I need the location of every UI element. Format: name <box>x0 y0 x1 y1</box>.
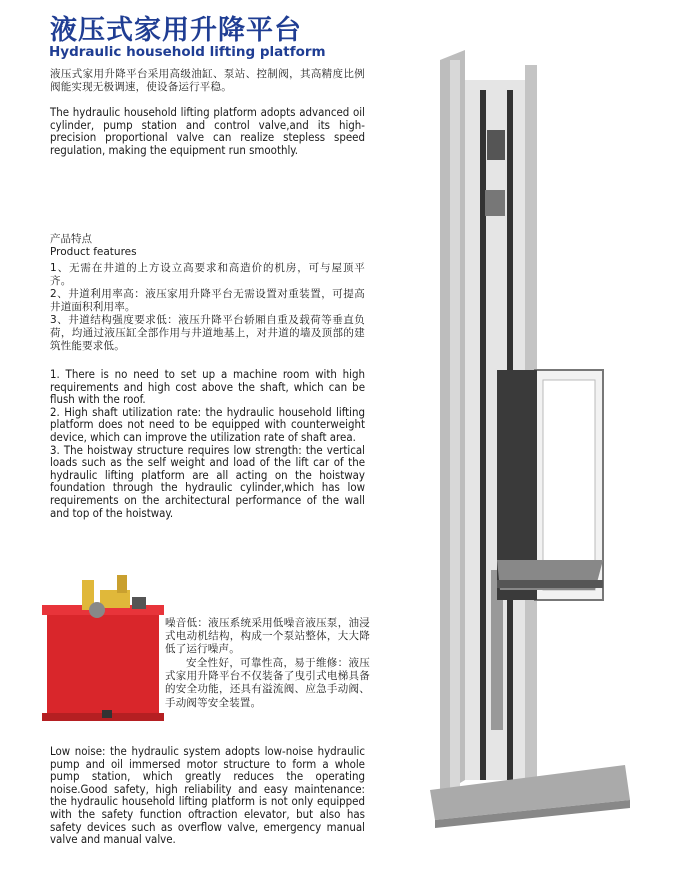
features-heading-en: Product features <box>50 246 137 258</box>
noise-cn-2: 安全性好，可靠性高，易于维修：液压式家用升降平台不仅装备了曳引式电梯具备的安全功能，还具有溢流阀、应急手动阀、手动阀等安全装置。 <box>165 657 370 709</box>
lift-platform-image <box>425 40 643 840</box>
feature-cn-3: 3、井道结构强度要求低：液压升降平台轿厢自重及载荷等垂直负荷，均通过液压缸全部作用与井道地基上，对井道的墙及顶部的建筑性能要求低。 <box>50 314 365 352</box>
title-cn: 液压式家用升降平台 <box>50 15 302 46</box>
pump-station-image <box>42 575 164 723</box>
features-cn <box>50 262 365 353</box>
intro-en: The hydraulic household lifting platform adopts advanced oil cylinder, pump station and control valve,and its high-precision proportional valve can realize stepless speed regulation, making the equipment run smoothly. <box>50 105 365 157</box>
title-en: Hydraulic household lifting platform <box>49 44 326 60</box>
feature-en-2: 2. High shaft utilization rate: the hydraulic household lifting platform does not need to be equipped with counterweight device, which can improve the utilization rate of shaft area. <box>50 404 365 444</box>
feature-en-1: 1. There is no need to set up a machine room with high requirements and high cost above the shaft, which can be flush with the roof. <box>50 367 365 407</box>
noise-cn-1: 噪音低：液压系统采用低噪音液压泵，油浸式电动机结构，构成一个泵站整体，大大降低了运行噪声。 <box>165 617 370 656</box>
feature-cn-2: 2、井道利用率高：液压家用升降平台无需设置对重装置，可提高井道面积利用率。 <box>50 288 365 313</box>
noise-en: Low noise: the hydraulic system adopts low-noise hydraulic pump and oil immersed motor structure to form a whole pump station, which greatly reduces the operating noise.Good safety, high reliability and easy maintenance: the hydraulic household lifting platform is not only equipped with the safety function oftraction elevator, but also has safety devices such as overflow valve, emergency manual valve and manual valve. <box>50 744 365 847</box>
feature-en-3: 3. The hoistway structure requires low strength: the vertical loads such as the self weight and load of the lift car of the hydraulic lifting platform are all acting on the hoistway foundation through the hydraulic cylinder,which has low requirements on the architectural performance of the wall and top of the hoistway. <box>50 442 365 520</box>
feature-cn-1: 1、无需在井道的上方设立高要求和高造价的机房，可与屋顶平齐。 <box>50 262 365 287</box>
intro-cn: 液压式家用升降平台采用高级油缸、泵站、控制阀，其高精度比例阀能实现无极调速，使设备运行平稳。 <box>50 68 365 93</box>
features-en <box>50 368 365 519</box>
features-heading-cn: 产品特点 <box>50 233 92 245</box>
